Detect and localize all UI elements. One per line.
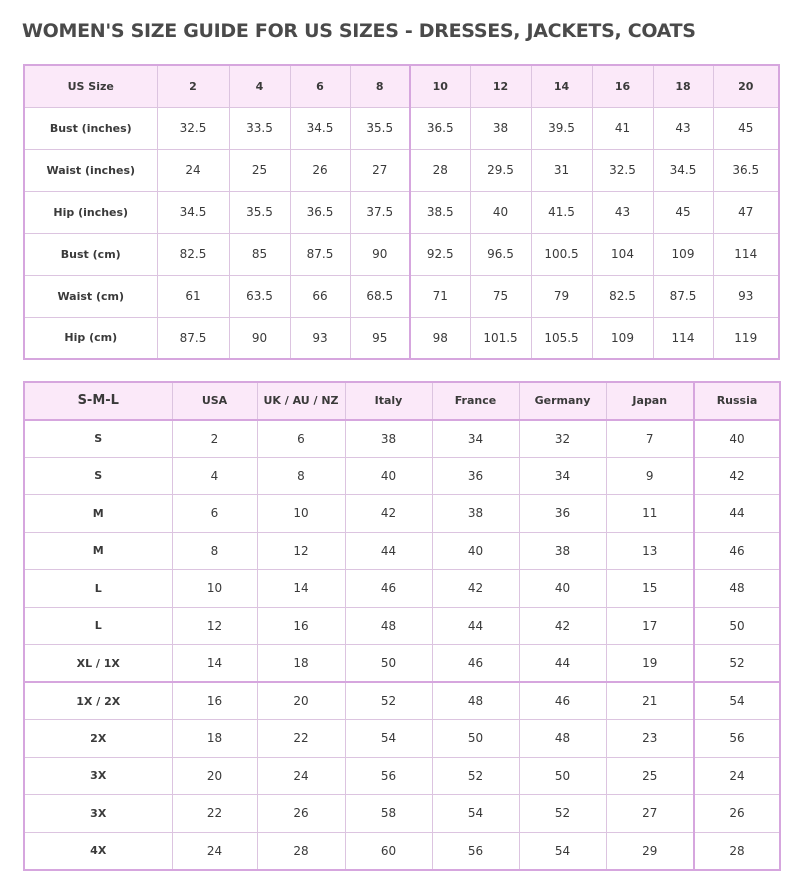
table-cell: 82.5 — [157, 233, 229, 275]
table-cell: 43 — [653, 107, 713, 149]
table-cell: 18 — [172, 720, 257, 758]
table-row — [24, 275, 779, 317]
table-cell: 50 — [519, 757, 606, 795]
row-label: L — [24, 570, 172, 608]
table-row — [24, 607, 780, 645]
table-cell: 48 — [345, 607, 432, 645]
table-cell: 92.5 — [410, 233, 470, 275]
column-header: 6 — [290, 65, 350, 107]
table-cell: 46 — [345, 570, 432, 608]
table-cell: 8 — [257, 457, 345, 495]
table-cell: 40 — [694, 420, 780, 458]
table-cell: 50 — [694, 607, 780, 645]
table-cell: 34.5 — [653, 149, 713, 191]
table-cell: 48 — [519, 720, 606, 758]
table-row — [24, 107, 779, 149]
table-row — [24, 757, 780, 795]
table-cell: 105.5 — [531, 317, 592, 359]
table-cell: 87.5 — [290, 233, 350, 275]
table-cell: 60 — [345, 832, 432, 870]
table-cell: 119 — [713, 317, 779, 359]
table-cell: 44 — [519, 645, 606, 683]
table-cell: 35.5 — [350, 107, 410, 149]
table-cell: 54 — [694, 682, 780, 720]
table-cell: 34.5 — [157, 191, 229, 233]
table-cell: 96.5 — [470, 233, 531, 275]
table-cell: 56 — [694, 720, 780, 758]
table-cell: 68.5 — [350, 275, 410, 317]
table-cell: 28 — [694, 832, 780, 870]
row-label: Hip (inches) — [24, 191, 157, 233]
table-cell: 44 — [432, 607, 519, 645]
table-cell: 11 — [606, 495, 694, 533]
table-cell: 85 — [229, 233, 290, 275]
table-cell: 50 — [432, 720, 519, 758]
table-cell: 109 — [653, 233, 713, 275]
column-header: Italy — [345, 382, 432, 420]
table-cell: 54 — [432, 795, 519, 833]
table-cell: 75 — [470, 275, 531, 317]
table-row — [24, 532, 780, 570]
table-cell: 40 — [519, 570, 606, 608]
column-header: 20 — [713, 65, 779, 107]
column-header: 12 — [470, 65, 531, 107]
table-cell: 24 — [694, 757, 780, 795]
table-row — [24, 832, 780, 870]
table-cell: 56 — [432, 832, 519, 870]
table-row — [24, 495, 780, 533]
table-cell: 12 — [172, 607, 257, 645]
table-cell: 45 — [713, 107, 779, 149]
table-row — [24, 149, 779, 191]
table-cell: 26 — [257, 795, 345, 833]
table-cell: 32 — [519, 420, 606, 458]
column-header: US Size — [24, 65, 157, 107]
header-row — [24, 65, 779, 107]
table-cell: 34 — [519, 457, 606, 495]
table-cell: 46 — [432, 645, 519, 683]
column-header: 8 — [350, 65, 410, 107]
table-cell: 58 — [345, 795, 432, 833]
table-cell: 40 — [470, 191, 531, 233]
table-cell: 22 — [172, 795, 257, 833]
column-header: USA — [172, 382, 257, 420]
table-cell: 10 — [257, 495, 345, 533]
row-label: M — [24, 532, 172, 570]
column-header: 18 — [653, 65, 713, 107]
table-cell: 52 — [694, 645, 780, 683]
table-cell: 24 — [257, 757, 345, 795]
table-cell: 19 — [606, 645, 694, 683]
table-cell: 26 — [290, 149, 350, 191]
table-cell: 48 — [694, 570, 780, 608]
table-cell: 43 — [592, 191, 653, 233]
table-cell: 38 — [519, 532, 606, 570]
table-cell: 48 — [432, 682, 519, 720]
table-cell: 36 — [519, 495, 606, 533]
table-row — [24, 457, 780, 495]
row-label: Waist (cm) — [24, 275, 157, 317]
table-row — [24, 645, 780, 683]
row-label: 1X / 2X — [24, 682, 172, 720]
table-cell: 33.5 — [229, 107, 290, 149]
column-header: Japan — [606, 382, 694, 420]
table-cell: 47 — [713, 191, 779, 233]
table-cell: 15 — [606, 570, 694, 608]
table-cell: 24 — [157, 149, 229, 191]
column-header: Russia — [694, 382, 780, 420]
column-header: UK / AU / NZ — [257, 382, 345, 420]
table-row — [24, 720, 780, 758]
table-cell: 8 — [172, 532, 257, 570]
table-cell: 36.5 — [410, 107, 470, 149]
table-cell: 82.5 — [592, 275, 653, 317]
row-label: Bust (inches) — [24, 107, 157, 149]
table-cell: 93 — [290, 317, 350, 359]
table-cell: 44 — [345, 532, 432, 570]
row-label: L — [24, 607, 172, 645]
table-cell: 42 — [519, 607, 606, 645]
table-cell: 44 — [694, 495, 780, 533]
table-cell: 25 — [229, 149, 290, 191]
column-header: 2 — [157, 65, 229, 107]
table-cell: 13 — [606, 532, 694, 570]
table-cell: 38 — [345, 420, 432, 458]
table-cell: 18 — [257, 645, 345, 683]
table-cell: 52 — [345, 682, 432, 720]
table-row — [24, 682, 780, 720]
table-cell: 32.5 — [157, 107, 229, 149]
table-cell: 29.5 — [470, 149, 531, 191]
table-cell: 79 — [531, 275, 592, 317]
table-cell: 32.5 — [592, 149, 653, 191]
table-cell: 21 — [606, 682, 694, 720]
table-cell: 56 — [345, 757, 432, 795]
table-row — [24, 420, 780, 458]
table-cell: 42 — [345, 495, 432, 533]
table-cell: 104 — [592, 233, 653, 275]
table-cell: 38 — [470, 107, 531, 149]
table-cell: 50 — [345, 645, 432, 683]
table-cell: 36.5 — [713, 149, 779, 191]
row-label: Hip (cm) — [24, 317, 157, 359]
column-header: 4 — [229, 65, 290, 107]
table-cell: 90 — [350, 233, 410, 275]
column-header: 16 — [592, 65, 653, 107]
table-cell: 28 — [410, 149, 470, 191]
row-label: XL / 1X — [24, 645, 172, 683]
column-header: 10 — [410, 65, 470, 107]
table-cell: 93 — [713, 275, 779, 317]
table-row — [24, 570, 780, 608]
table-cell: 46 — [694, 532, 780, 570]
table-cell: 95 — [350, 317, 410, 359]
table-cell: 42 — [694, 457, 780, 495]
us-size-measurements-table — [23, 64, 780, 360]
table-cell: 27 — [606, 795, 694, 833]
table-cell: 114 — [653, 317, 713, 359]
table-cell: 16 — [172, 682, 257, 720]
table-cell: 29 — [606, 832, 694, 870]
table-row — [24, 317, 779, 359]
table-cell: 63.5 — [229, 275, 290, 317]
table-cell: 9 — [606, 457, 694, 495]
header-row — [24, 382, 780, 420]
table-cell: 71 — [410, 275, 470, 317]
table-cell: 90 — [229, 317, 290, 359]
table-cell: 39.5 — [531, 107, 592, 149]
table-cell: 10 — [172, 570, 257, 608]
table-cell: 87.5 — [157, 317, 229, 359]
table-row — [24, 795, 780, 833]
row-label: Waist (inches) — [24, 149, 157, 191]
table-cell: 6 — [172, 495, 257, 533]
table-cell: 40 — [345, 457, 432, 495]
table-cell: 38 — [432, 495, 519, 533]
table-cell: 46 — [519, 682, 606, 720]
row-label: 4X — [24, 832, 172, 870]
table-cell: 4 — [172, 457, 257, 495]
row-label: S — [24, 457, 172, 495]
table-cell: 52 — [519, 795, 606, 833]
column-header: 14 — [531, 65, 592, 107]
row-label: 2X — [24, 720, 172, 758]
table-cell: 41 — [592, 107, 653, 149]
table-cell: 35.5 — [229, 191, 290, 233]
table-cell: 38.5 — [410, 191, 470, 233]
international-size-conversion-table — [23, 381, 781, 871]
table-cell: 12 — [257, 532, 345, 570]
table-cell: 52 — [432, 757, 519, 795]
table-cell: 36.5 — [290, 191, 350, 233]
table-cell: 87.5 — [653, 275, 713, 317]
table-cell: 2 — [172, 420, 257, 458]
table-cell: 6 — [257, 420, 345, 458]
table-cell: 100.5 — [531, 233, 592, 275]
table-cell: 34 — [432, 420, 519, 458]
row-label: 3X — [24, 795, 172, 833]
column-header: Germany — [519, 382, 606, 420]
table-cell: 25 — [606, 757, 694, 795]
column-header: S-M-L — [24, 382, 172, 420]
table-cell: 40 — [432, 532, 519, 570]
table-cell: 20 — [257, 682, 345, 720]
table-cell: 114 — [713, 233, 779, 275]
table-cell: 7 — [606, 420, 694, 458]
table-cell: 109 — [592, 317, 653, 359]
table-cell: 28 — [257, 832, 345, 870]
table-cell: 66 — [290, 275, 350, 317]
page-title: WOMEN'S SIZE GUIDE FOR US SIZES - DRESSES, JACKETS, COATS — [22, 20, 696, 42]
table-row — [24, 233, 779, 275]
row-label: 3X — [24, 757, 172, 795]
table-cell: 45 — [653, 191, 713, 233]
table-cell: 16 — [257, 607, 345, 645]
table-cell: 98 — [410, 317, 470, 359]
row-label: Bust (cm) — [24, 233, 157, 275]
table-cell: 36 — [432, 457, 519, 495]
table-cell: 20 — [172, 757, 257, 795]
table-cell: 17 — [606, 607, 694, 645]
table-cell: 27 — [350, 149, 410, 191]
table-cell: 41.5 — [531, 191, 592, 233]
table-cell: 42 — [432, 570, 519, 608]
table-row — [24, 191, 779, 233]
table-cell: 14 — [172, 645, 257, 683]
table-cell: 101.5 — [470, 317, 531, 359]
table-cell: 22 — [257, 720, 345, 758]
table-cell: 54 — [345, 720, 432, 758]
table-cell: 54 — [519, 832, 606, 870]
row-label: S — [24, 420, 172, 458]
row-label: M — [24, 495, 172, 533]
table-cell: 37.5 — [350, 191, 410, 233]
table-cell: 23 — [606, 720, 694, 758]
column-header: France — [432, 382, 519, 420]
table-cell: 61 — [157, 275, 229, 317]
table-cell: 24 — [172, 832, 257, 870]
table-cell: 34.5 — [290, 107, 350, 149]
table-cell: 26 — [694, 795, 780, 833]
table-cell: 14 — [257, 570, 345, 608]
table-cell: 31 — [531, 149, 592, 191]
